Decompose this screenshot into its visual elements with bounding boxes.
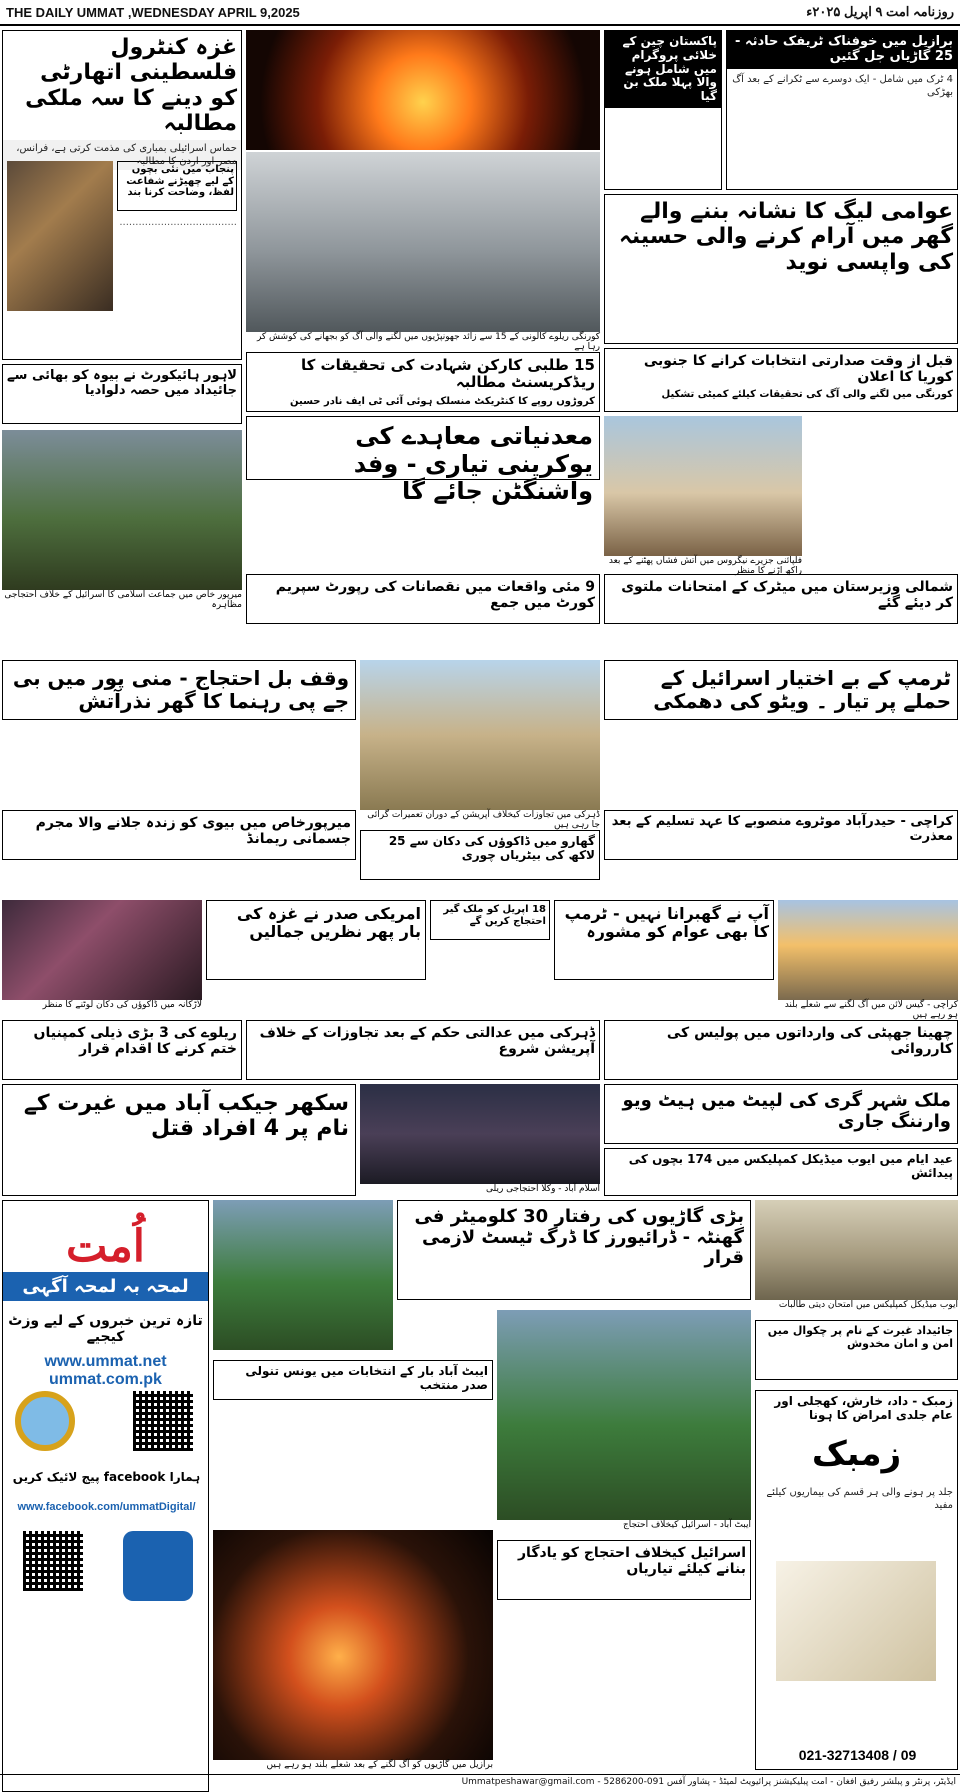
crores-deal-headline: کروڑوں روپے کا کنٹریکٹ منسلک ہوئی آئی ٹی ایف نادر حسین [290,395,595,407]
field-caption: ڈہرکی میں تجاوزات کیخلاف آپریشن کے دوران تعمیرات گرائی جا رہی ہیں [360,810,600,824]
gaza-subheadline: حماس اسرائیلی بمباری کی مذمت کرتی ہے، فرانس، مصر اور اردن کا مطالبہ [3,140,241,170]
hasina-story[interactable] [604,194,958,344]
us-president-headline: امریکی صدر نے غزہ کی بار پھر نظریں جمالیں [236,904,421,942]
magnifier-icon [15,1391,75,1451]
qr-code-bottom [23,1531,83,1591]
dont-panic-story[interactable] [554,900,774,980]
night-caption: برازیل میں گاڑیوں کو آگ لگنے کے بعد شعلے بلند ہو رہے ہیں [213,1760,493,1774]
cars-speed-story[interactable] [397,1200,751,1300]
railway-fire-photo [246,152,600,332]
facebook-url[interactable]: www.facebook.com/ummatDigital/ [17,1501,196,1513]
shop-caption: لاڑکانہ میں ڈاکوؤں کی دکان لوٹنے کا منظر [2,1000,202,1014]
korangi-headline: کورنگی میں لگنے والی آگ کی تحقیقات کیلئے کمیٹی تشکیل [661,389,953,401]
hyderabad-headline: کراچی - حیدرآباد موٹروے منصوبے کا عہد تسلیم کے بعد معذرت [611,814,953,844]
night-fire-photo [213,1530,493,1760]
brazil-accident-headline: برازیل میں خوفناک ٹریفک حادثہ - 25 گاڑیاں جل گئیں [727,31,957,69]
fifteen-students-headline: 15 طلبی کارکن شہادت کی تحقیقات کا ریڈکریسنٹ مطالبہ [300,356,595,392]
zambek-brand: زمبک [811,1433,902,1474]
ransom-story[interactable] [604,1084,958,1144]
brazil-fire-photo [246,30,600,150]
lahore-hc-story[interactable] [2,364,242,424]
smoke-caption: کورنگی ریلوے کالونی کے 15 سے زائد جھونپڑیوں میں لگنے والی آگ کو بجھانے کی کوشش کر رہا ہے [246,332,600,346]
pakistan-china-headline: پاکستان چین کے خلائی پروگرام میں شامل ہونے والا پہلا ملک بن گیا [605,31,721,108]
ummat-url-1[interactable]: www.ummat.net [44,1353,167,1371]
chitral-headline: چھینا جھپٹی کی وارداتوں میں پولیس کی کارروائی [666,1025,953,1058]
tractor-field-photo [360,660,600,810]
pakistan-china-story[interactable] [604,30,722,190]
before-election-headline: قبل از وقت صدارتی انتخابات کرانے کا جنوبی کوریا کا اعلان [643,353,953,386]
shop-robbery-photo [2,900,202,1000]
protest-crowd-photo [2,430,242,590]
students-headline: عید ایام میں ایوب میڈیکل کمپلیکس میں 174 بچوں کی پیدائش [628,1152,953,1180]
trump-hint-headline: ٹرمپ کے بے اختیار اسرائیل کے حملے پر تیار ۔ ویٹو کی دھمکی [653,666,951,713]
gaza-body: ..................................... [119,217,237,228]
israel-protest-headline: اسرائیل کیخلاف احتجاج کو یادگار بنانے کیلئے تیاریاں [518,1545,746,1578]
urdu-date-line: روزنامہ امت ۹ اپریل ۲۰۲۵ء [806,4,954,19]
gaza-headline: غزہ کنٹرول فلسطینی اتھارٹی کو دینے کا سہ ملکی مطالبہ [25,35,237,136]
lahore-hc-headline: لاہور ہائیکورٹ نے بیوہ کو بھائی سے جائیداد میں حصہ دلوادیا [7,368,237,398]
abbottabad-story[interactable] [213,1360,493,1400]
brazil-accident-story[interactable] [726,30,958,190]
sukkur-story[interactable] [2,1084,356,1196]
trump-hint-story[interactable] [604,660,958,720]
volcano-photo [604,416,802,556]
dharki-headline: ڈہرکی میں عدالتی حکم کے بعد تجاوزات کے خلاف آپریشن شروع [259,1025,595,1058]
jaishi-story[interactable] [755,1320,958,1380]
ad-prompt: تازہ ترین خبروں کے لیے وزٹ کیجیے [8,1313,203,1346]
waqf-protest-headline: وقف بل احتجاج - منی پور میں بی جے پی رہنما کا گھر نذرآتش [12,666,349,713]
zambek-product-image [776,1561,936,1681]
qr-code-top [133,1391,193,1451]
lawyers-rally-photo [360,1084,600,1184]
punjab-box [117,161,237,211]
waqf-protest-story[interactable] [2,660,356,720]
punjab-box-headline: پنجاب میں نئی بچوں کے لیے چھیڑنے شفاعت لفظ، وضاحت کرنا بند [126,164,234,198]
chitral-story[interactable] [604,1020,958,1080]
ransom-headline: ملک شہر گری کی لپیٹ میں ہیٹ ویو وارننگ جاری [622,1090,951,1132]
class-caption: ایوب میڈیکل کمپلیکس میں امتحان دیتی طالبات [755,1300,958,1314]
jaishi-headline: جائیداد غیرت کے نام پر چکوال میں امن و امان مخدوش [767,1324,953,1350]
rally-caption: اسلام آباد - وکلا احتجاجی ریلی [360,1184,600,1198]
mirpurkhas-headline: میرپورخاص میں بیوی کو زندہ جلانے والا مجرم جسمانی ریمانڈ [35,815,351,848]
banner-caption: ایبٹ آباد - اسرائیل کیخلاف احتجاج [497,1520,751,1534]
sukkur-headline: سکھر جیکب آباد میں غیرت کے نام پر 4 افراد قتل [23,1091,349,1142]
abbottabad-headline: ایبٹ آباد بار کے انتخابات میں یونس تنولی صدر منتخب [245,1364,488,1392]
english-date-line: THE DAILY UMMAT ,WEDNESDAY APRIL 9,2025 [6,4,300,20]
facebook-prompt: ہمارا facebook پیج لائیک کریں [12,1470,201,1484]
railway-headline: ریلوے کی 3 بڑی ذیلی کمپنیاں ختم کرنے کا اقدام قرار [33,1025,237,1058]
exam-hall-photo [755,1200,958,1300]
masthead-bar [0,0,960,26]
thumbs-up-icon [123,1531,193,1601]
israel-protest-story[interactable] [497,1540,751,1600]
man-portrait-photo [7,161,113,311]
ummat-url-2[interactable]: ummat.com.pk [49,1371,162,1389]
dont-panic-headline: آپ نے گھبرانا نہیں - ٹرمپ کا بھی عوام کو مشورہ [564,904,769,942]
ghotki-headline: گھارو میں ڈاکوؤں کی دکان سے 25 لاکھ کی بیٹریاں چوری [388,834,595,862]
before-election-story[interactable] [604,348,958,412]
zambek-advert[interactable] [755,1390,958,1770]
gas-fire-photo [778,900,958,1000]
hyderabad-story[interactable] [604,810,958,860]
ummat-advert[interactable] [2,1200,209,1792]
zambek-body: جلد پر ہونے والی ہر قسم کی بیماریوں کیلئے مفید [766,1486,953,1511]
eighteen-april-story[interactable] [430,900,550,940]
cars-speed-headline: بڑی گاڑیوں کی رفتار 30 کلومیٹر فی گھنٹہ - ڈرائیورز کا ڈرگ ٹیسٹ لازمی قرار [414,1206,744,1269]
ghotki-story[interactable] [360,830,600,880]
abbottabad-protest-photo [213,1200,393,1350]
gas-caption: کراچی - گیس لائن میں آگ لگنے سے شعلے بلند ہو رہے ہیں [778,1000,958,1014]
volcano-caption: فلپائنی جزیرے نیگروس میں آتش فشاں پھٹنے کے بعد راکھ اڑنے کا منظر [604,556,802,570]
railway-story[interactable] [2,1020,242,1080]
footer-imprint: ایڈیٹر، پرنٹر و پبلشر رفیق افغان - امت پبلیکیشنز پرائیویٹ لمیٹڈ - پشاور آفس 091-5286200 - Ummatpeshawar@gmail.com [0,1774,960,1792]
ummat-tagline: لمحہ بہ لمحہ آگہی [3,1272,208,1301]
waziristan-exam-story[interactable] [604,574,958,624]
nine-may-story[interactable] [246,574,600,624]
nine-may-headline: 9 مئی واقعات میں نقصانات کی رپورٹ سپریم کورٹ میں جمع [275,579,595,612]
mirpurkhas-story[interactable] [2,810,356,860]
students-story[interactable] [604,1148,958,1196]
dharki-story[interactable] [246,1020,600,1080]
zambek-tagline: زمبک - داد، خارش، کھجلی اور عام جلدی امراض کا ہونا [774,1394,953,1422]
crowd-caption: میرپور خاص میں جماعت اسلامی کا اسرائیل کے خلاف احتجاجی مظاہرہ [2,590,242,604]
brazil-accident-sub: 4 ٹرک میں شامل - ایک دوسرے سے ٹکرانے کے بعد آگ بھڑکی [732,73,953,98]
fifteen-students-story[interactable] [246,352,600,412]
protest-banner-photo [497,1310,751,1520]
waziristan-exam-headline: شمالی وزیرستان میں میٹرک کے امتحانات ملتوی کر دیئے گئے [621,579,953,612]
mineral-deal-story[interactable] [246,416,600,506]
us-president-story[interactable] [206,900,426,980]
zambek-phone[interactable]: 021-32713408 / 09 [798,1747,917,1763]
ummat-logo: اُمت [66,1221,145,1272]
mineral-deal-headline: معدنیاتی معاہدے کی یوکرینی تیاری - وفد واشنگٹن جائے گا [353,422,593,506]
hasina-headline: عوامی لیگ کا نشانہ بننے والے گھر میں آرام کرنے والی حسینہ کی واپسی نوید [618,199,953,275]
gaza-story[interactable] [2,30,242,360]
eighteen-april-headline: 18 اپریل کو ملک گیر احتجاج کریں گے [443,904,546,927]
